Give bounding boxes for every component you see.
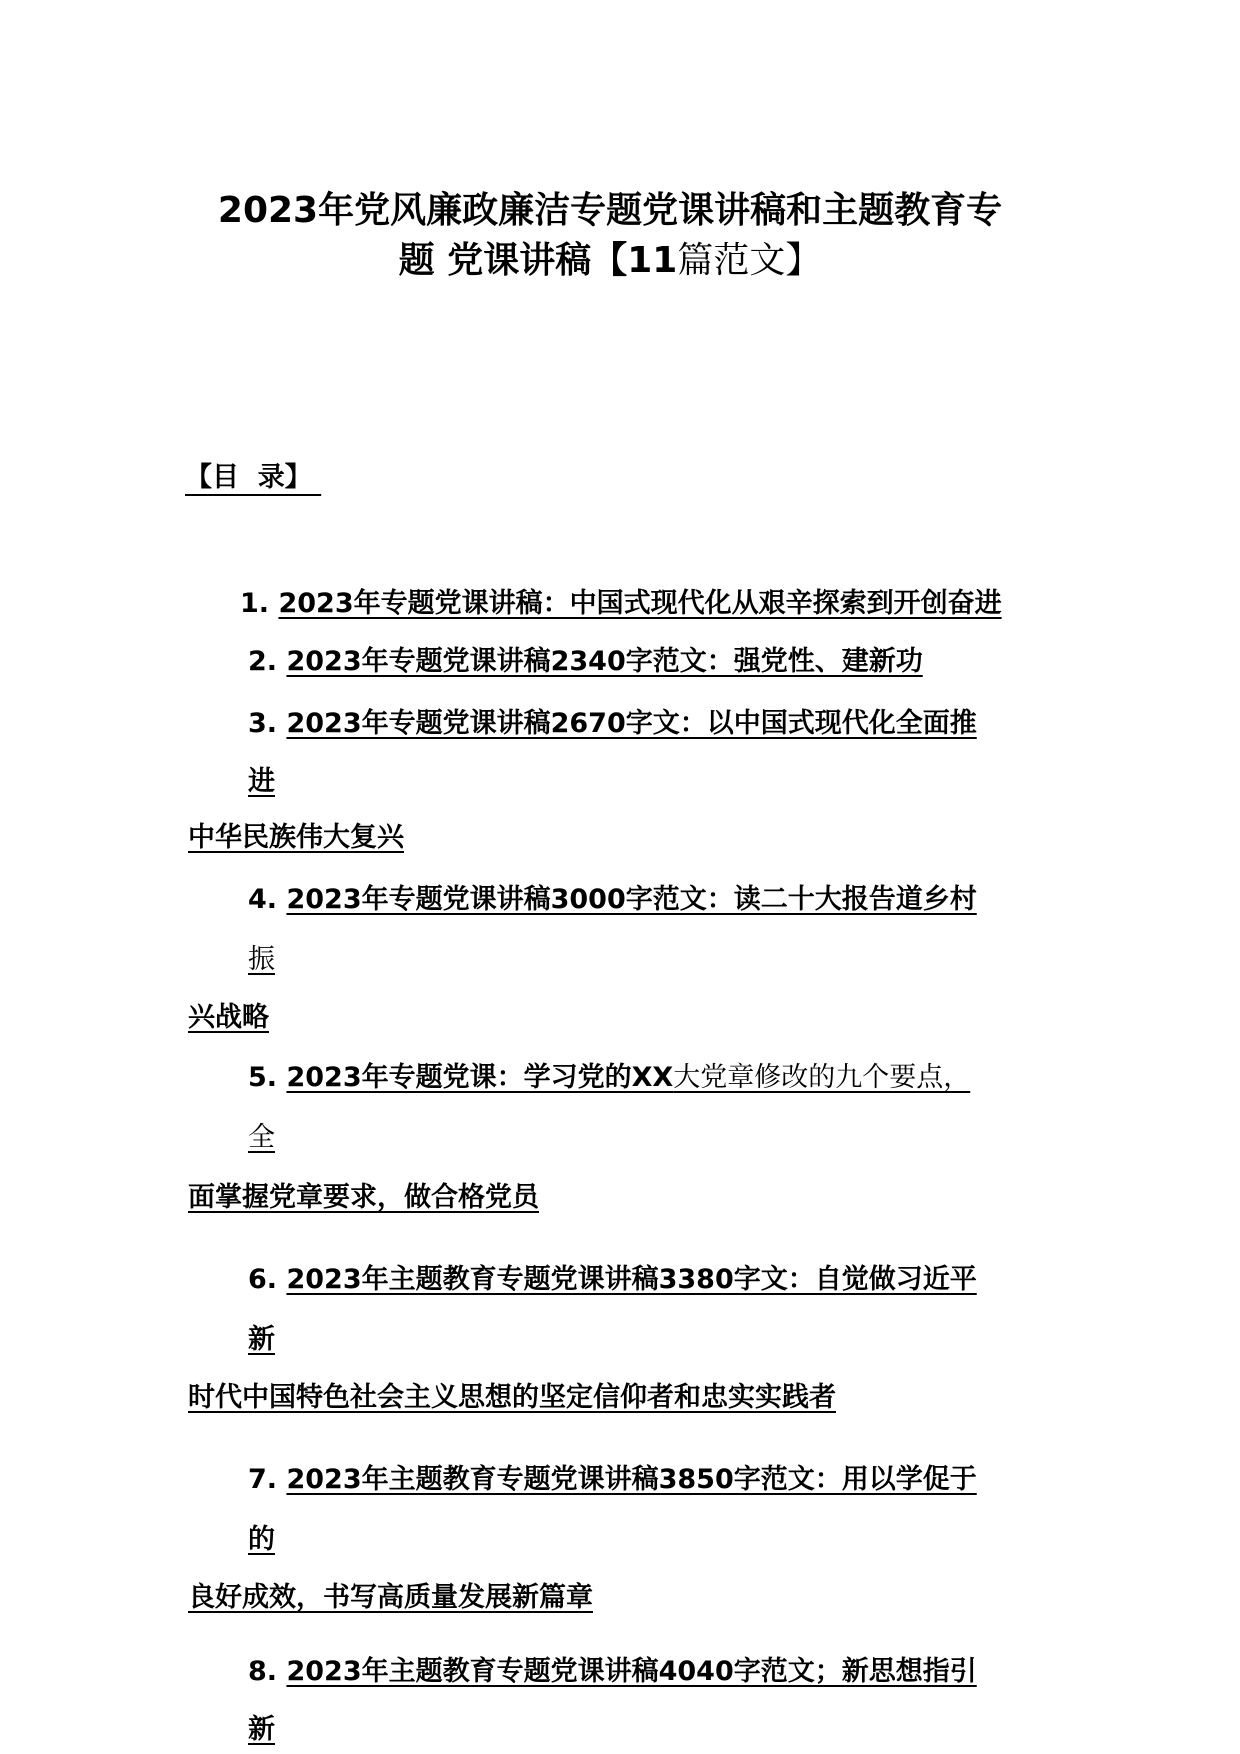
toc-item-5-tail[interactable] bbox=[188, 1180, 539, 1216]
toc-item-title-tail[interactable]: 兴战略 bbox=[188, 1002, 269, 1033]
toc-item-number: 4. bbox=[248, 884, 287, 915]
toc-item-3-tail[interactable] bbox=[188, 820, 404, 856]
toc-item-title-continued[interactable]: 的 bbox=[248, 1524, 275, 1555]
toc-item-5[interactable] bbox=[248, 1060, 970, 1096]
toc-item-title-continued[interactable]: 振 bbox=[248, 944, 275, 975]
toc-item-number: 2. bbox=[248, 646, 287, 677]
toc-item-title[interactable]: 2023年主题教育专题党课讲稿3850字范文：用以学促于 bbox=[286, 1464, 977, 1495]
toc-item-number: 8. bbox=[248, 1656, 287, 1687]
toc-item-1[interactable] bbox=[240, 586, 1002, 622]
toc-item-title[interactable]: 2023年专题党课讲稿：中国式现代化从艰辛探索到开创奋进 bbox=[278, 588, 1002, 619]
toc-item-2[interactable] bbox=[248, 644, 923, 680]
toc-item-6-tail[interactable] bbox=[188, 1380, 836, 1416]
document-title bbox=[140, 186, 1080, 286]
toc-item-title-light[interactable]: 大党章修改的九个要点， bbox=[673, 1062, 971, 1093]
toc-item-title-continued[interactable]: 新 bbox=[248, 1324, 275, 1355]
toc-item-title-continued[interactable]: 全 bbox=[248, 1122, 275, 1153]
toc-heading: 【目 录】 bbox=[185, 462, 322, 493]
toc-item-number: 6. bbox=[248, 1264, 287, 1295]
toc-item-title-continued[interactable]: 新 bbox=[248, 1714, 275, 1745]
title-line-2-light: 篇范文】 bbox=[677, 240, 822, 281]
title-line-1: 2023年党风廉政廉洁专题党课讲稿和主题教育专 bbox=[217, 190, 1003, 231]
toc-item-8-continued[interactable] bbox=[248, 1712, 275, 1748]
toc-item-title-continued[interactable]: 进 bbox=[248, 766, 275, 797]
toc-item-number: 1. bbox=[240, 588, 279, 619]
toc-item-title-bold[interactable]: 2023年专题党课：学习党的XX bbox=[286, 1062, 674, 1093]
toc-item-3[interactable] bbox=[248, 706, 977, 742]
toc-item-4-tail[interactable] bbox=[188, 1000, 269, 1036]
toc-item-title-tail[interactable]: 时代中国特色社会主义思想的坚定信仰者和忠实实践者 bbox=[188, 1382, 836, 1413]
toc-item-title[interactable]: 2023年专题党课讲稿2340字范文：强党性、建新功 bbox=[286, 646, 923, 677]
toc-item-7-continued[interactable] bbox=[248, 1522, 275, 1558]
toc-item-6[interactable] bbox=[248, 1262, 977, 1298]
toc-item-title[interactable]: 2023年专题党课讲稿3000字范文：读二十大报告道乡村 bbox=[286, 884, 977, 915]
toc-item-7[interactable] bbox=[248, 1462, 977, 1498]
toc-item-number: 3. bbox=[248, 708, 287, 739]
toc-item-5-continued[interactable] bbox=[248, 1120, 275, 1156]
title-line-2-bold: 题 党课讲稿【11 bbox=[398, 240, 678, 281]
toc-item-number: 7. bbox=[248, 1464, 287, 1495]
toc-item-4[interactable] bbox=[248, 882, 977, 918]
toc-item-7-tail[interactable] bbox=[188, 1580, 593, 1616]
toc-item-6-continued[interactable] bbox=[248, 1322, 275, 1358]
toc-item-title[interactable]: 2023年专题党课讲稿2670字文：以中国式现代化全面推 bbox=[286, 708, 977, 739]
toc-item-number: 5. bbox=[248, 1062, 287, 1093]
toc-item-title[interactable]: 2023年主题教育专题党课讲稿4040字范文；新思想指引 bbox=[286, 1656, 977, 1687]
toc-item-title-tail[interactable]: 面掌握党章要求，做合格党员 bbox=[188, 1182, 539, 1213]
toc-item-title[interactable]: 2023年主题教育专题党课讲稿3380字文：自觉做习近平 bbox=[286, 1264, 977, 1295]
toc-item-title-tail[interactable]: 中华民族伟大复兴 bbox=[188, 822, 404, 853]
toc-item-8[interactable] bbox=[248, 1654, 977, 1690]
toc-item-4-continued[interactable] bbox=[248, 942, 275, 978]
toc-item-3-continued[interactable] bbox=[248, 764, 275, 800]
toc-item-title-tail[interactable]: 良好成效，书写高质量发展新篇章 bbox=[188, 1582, 593, 1613]
